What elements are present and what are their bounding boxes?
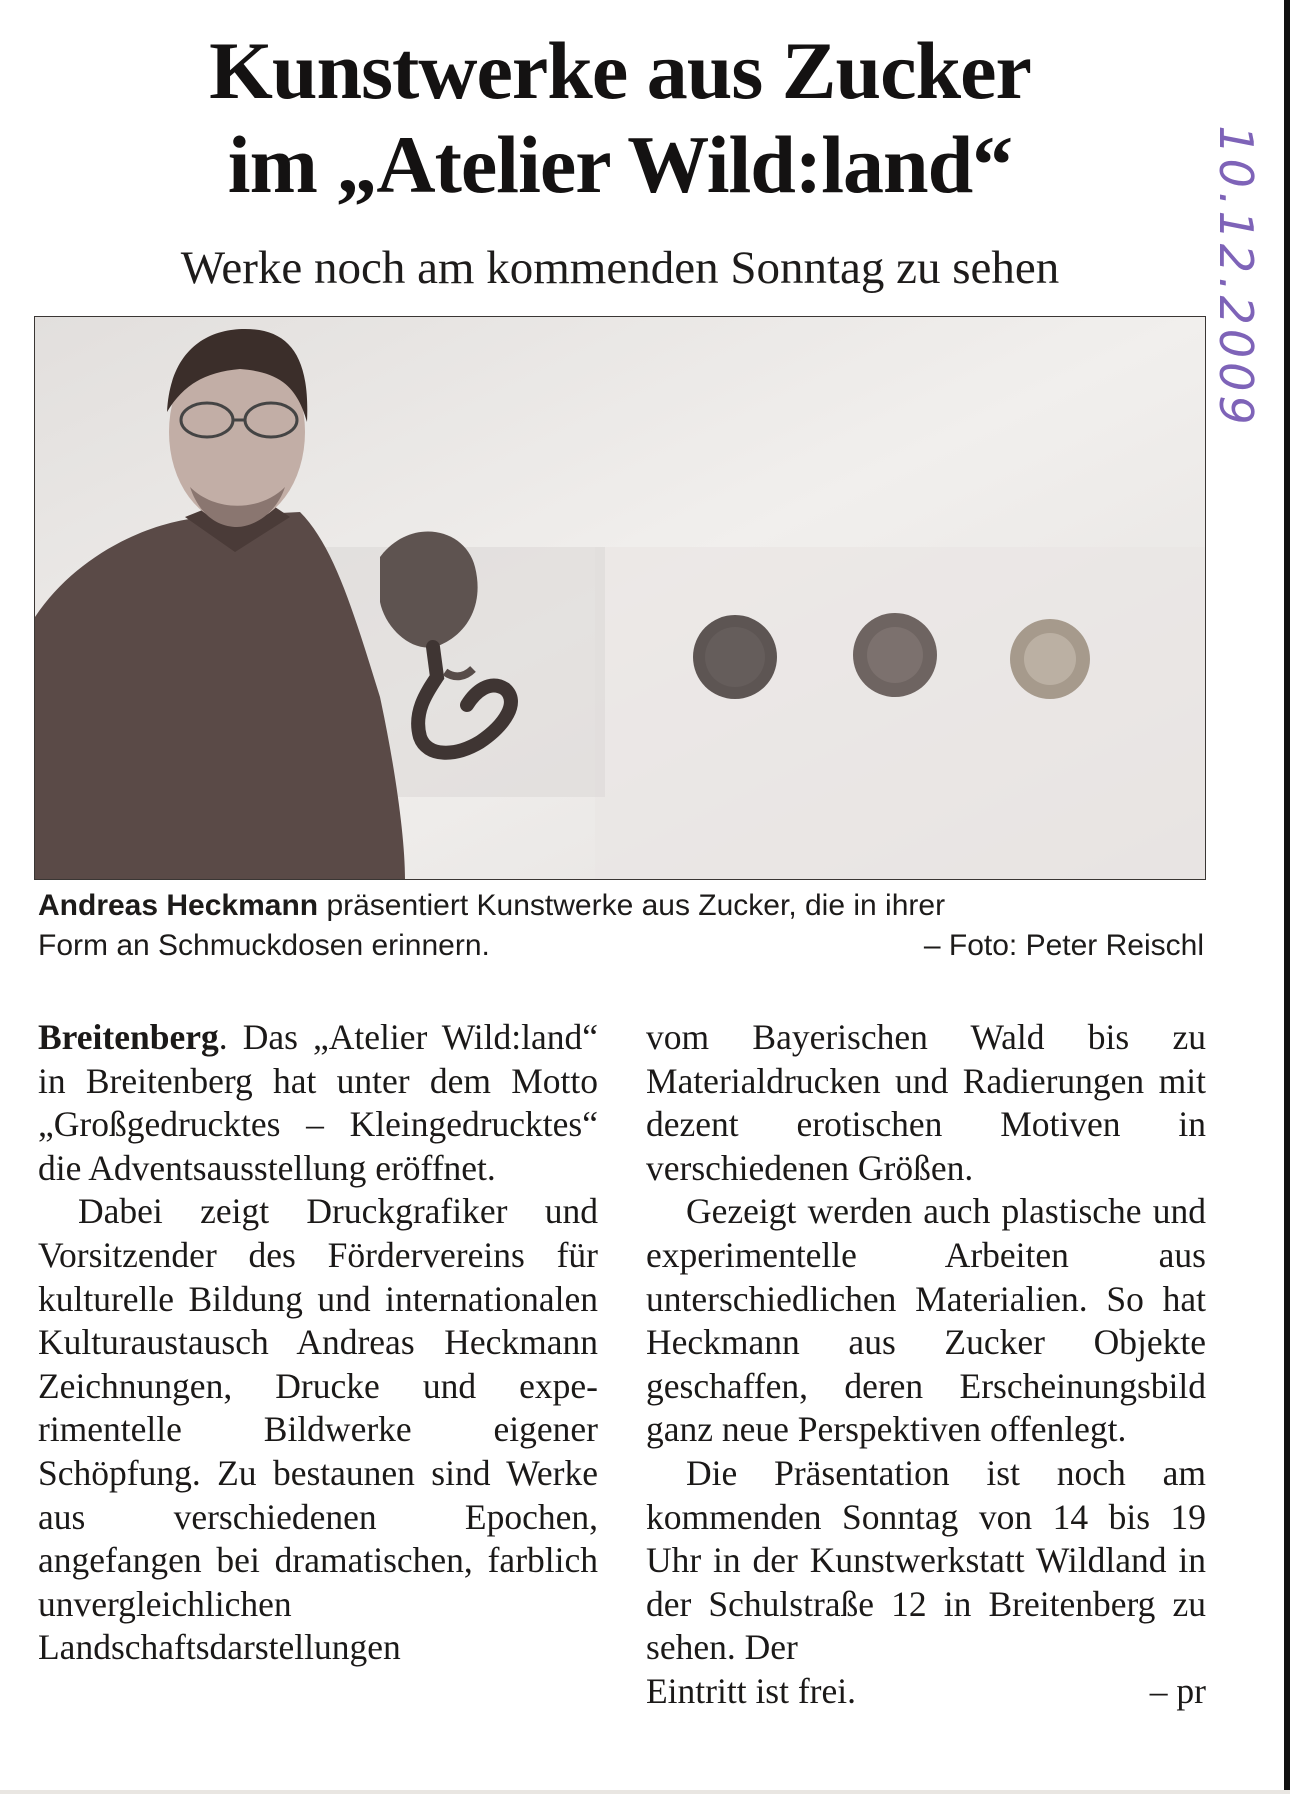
caption-name: Andreas Heckmann xyxy=(38,889,319,922)
headline-line-2: im „Atelier Wild:land“ xyxy=(227,119,1013,210)
article-photo xyxy=(34,316,1206,880)
paragraph-end: Eintritt ist frei. xyxy=(646,1670,857,1711)
caption-line-2 xyxy=(38,926,1204,966)
scan-edge-bottom xyxy=(0,1790,1290,1794)
handwritten-date-text: 10.12.2009 xyxy=(1209,125,1263,429)
headline-line-1: Kunstwerke aus Zucker xyxy=(209,25,1031,116)
scan-edge-right xyxy=(1284,0,1290,1794)
paragraph: Gezeigt werden auch plastische und experimentelle Arbeiten aus unterschiedlichen Materialien. So hat Heckmann aus Zucker Objekte geschaffen, deren Erscheinungsbild ganz neue Perspektiven offenlegt. xyxy=(646,1191,1206,1450)
article-column-left xyxy=(38,1016,598,1670)
author-tag: – pr xyxy=(1149,1670,1206,1711)
subheadline: Werke noch am kommenden Sonntag zu sehen xyxy=(180,242,1060,294)
dateline: Breitenberg xyxy=(38,1017,219,1057)
handwritten-date xyxy=(1196,70,1263,500)
caption-line-1 xyxy=(38,886,1204,926)
article-column-right xyxy=(646,1016,1206,1714)
photo-credit: – Foto: Peter Reischl xyxy=(923,929,1204,962)
caption-text-2: Form an Schmuckdosen erinnern. xyxy=(38,929,490,962)
headline xyxy=(90,24,1150,212)
paragraph: Dabei zeigt Druckgrafiker und Vorsitzender des Fördervereins für kulturelle Bildung und internationalen Kulturaustausch Andreas Heckmann Zeichnungen, Drucke und experimentelle Bildwerke eigener Schöpfung. Zu bestaunen sind Werke aus verschiedenen Epochen, angefangen bei dramatischen, farblich unvergleichlichen Landschaftsdarstellungen xyxy=(38,1191,598,1668)
caption-text-1: präsentiert Kunstwerke aus Zucker, die in ihrer xyxy=(318,889,946,922)
paragraph xyxy=(38,1016,598,1190)
closing-line xyxy=(646,1670,1206,1714)
paragraph-text: . Das „Atelier Wild:land“ in Breitenberg hat unter dem Motto „Großgedrucktes – Kleingedrucktes“ die Adventsausstellung eröffnet. xyxy=(38,1017,598,1188)
photo-illustration xyxy=(35,317,1205,879)
caption-sentence-start xyxy=(38,886,945,926)
newspaper-clipping xyxy=(30,14,1210,1784)
sugar-discs xyxy=(693,613,1090,699)
paragraph: vom Bayerischen Wald bis zu Materialdrucken und Radierungen mit dezent erotischen Motiven in verschiedenen Größen. xyxy=(646,1017,1206,1188)
photo-caption xyxy=(38,886,1204,966)
paragraph: Die Präsentation ist noch am kommenden Sonntag von 14 bis 19 Uhr in der Kunstwerkstatt Wildland in der Schulstraße 12 in Breitenberg zu sehen. Der xyxy=(646,1452,1206,1668)
